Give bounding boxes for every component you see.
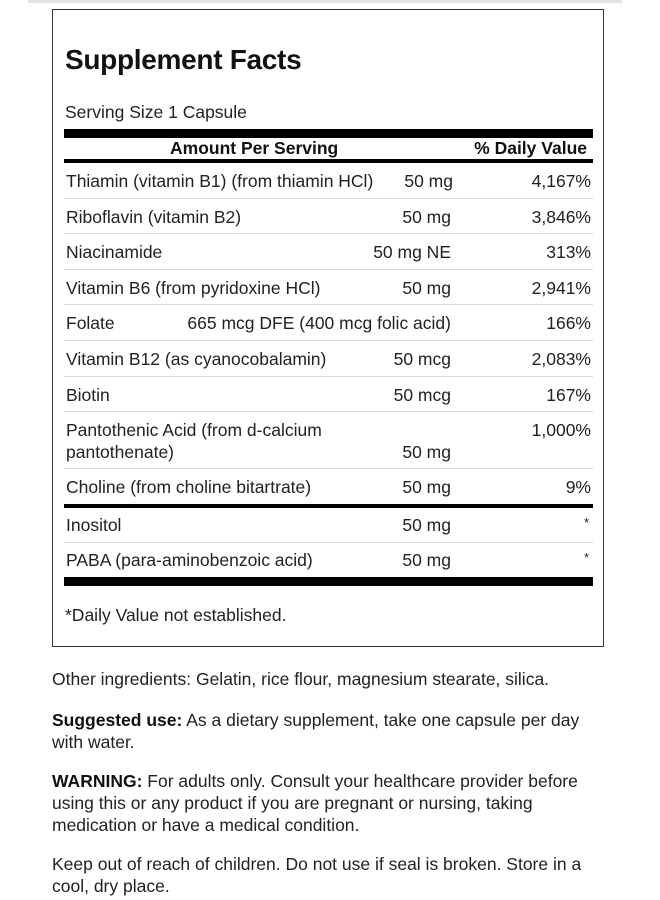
nutrient-amount: 50 mg (402, 550, 451, 570)
divider-thick (64, 577, 593, 586)
nutrient-row (64, 341, 593, 377)
nutrient-name: Biotin (66, 385, 110, 405)
nutrient-name: Pantothenic Acid (from d-calcium (66, 420, 322, 440)
nutrient-amount: 50 mg NE (373, 242, 451, 262)
nutrient-name: PABA (para-aminobenzoic acid) (66, 550, 313, 570)
nutrient-amount: 50 mg (402, 477, 451, 497)
nutrient-dv: 4,167% (531, 171, 591, 191)
warning-label: WARNING: (52, 771, 143, 791)
suggested-use-label: Suggested use: (52, 710, 183, 730)
nutrient-row (64, 270, 593, 305)
nutrient-name: Vitamin B12 (as cyanocobalamin) (66, 349, 327, 369)
nutrient-row (64, 234, 593, 270)
nutrient-row (64, 543, 593, 578)
nutrient-row (64, 508, 593, 543)
nutrient-name: Thiamin (vitamin B1) (from thiamin HCl) (66, 171, 374, 191)
serving-size: Serving Size 1 Capsule (65, 102, 247, 122)
nutrient-dv: 167% (546, 385, 591, 405)
nutrient-list-no-dv (64, 508, 593, 578)
nutrient-name: Inositol (66, 515, 122, 535)
nutrient-amount: 50 mg (402, 515, 451, 535)
nutrient-row (64, 199, 593, 234)
header-amount: Amount Per Serving (170, 138, 339, 158)
nutrient-dv: 2,941% (531, 278, 591, 298)
nutrient-name: Niacinamide (66, 242, 163, 262)
nutrient-amount: 50 mcg (393, 349, 451, 369)
warning-text: For adults only. Consult your healthcare provider before using this or any product if you are pregnant or nursing, taking medication or have a medical condition. (52, 771, 578, 835)
nutrient-row (64, 305, 593, 341)
nutrient-dv: * (583, 550, 589, 565)
panel-title: Supplement Facts (65, 44, 302, 75)
nutrient-amount: 50 mcg (393, 385, 451, 405)
nutrient-dv: 313% (546, 242, 591, 262)
top-divider (28, 0, 622, 3)
nutrient-name: Vitamin B6 (from pyridoxine HCl) (66, 278, 321, 298)
nutrient-name-line2: pantothenate) (66, 442, 175, 462)
other-ingredients: Other ingredients: Gelatin, rice flour, magnesium stearate, silica. (52, 669, 550, 689)
nutrient-amount: 50 mg (402, 278, 451, 298)
nutrient-row (64, 163, 593, 199)
nutrient-row (64, 469, 593, 504)
nutrient-dv: 3,846% (531, 207, 591, 227)
nutrient-dv: * (583, 515, 589, 530)
nutrient-amount: 50 mg (402, 207, 451, 227)
nutrient-dv: 2,083% (531, 349, 591, 369)
nutrient-name: Riboflavin (vitamin B2) (66, 207, 242, 227)
divider-thick (64, 129, 593, 138)
supplement-facts-panel (52, 9, 604, 647)
nutrient-amount: 50 mg (404, 171, 453, 191)
nutrient-amount: 50 mg (402, 442, 451, 462)
nutrient-dv: 9% (565, 477, 591, 497)
nutrient-row (64, 377, 593, 412)
nutrient-row (64, 412, 593, 469)
warning (52, 770, 612, 836)
suggested-use (52, 709, 612, 753)
suggested-use-text: As a dietary supplement, take one capsule per day with water. (52, 710, 580, 752)
footnote: *Daily Value not established. (65, 605, 287, 625)
nutrient-list (64, 163, 593, 504)
nutrient-dv: 1,000% (531, 420, 591, 440)
nutrient-dv: 166% (546, 313, 591, 333)
nutrient-amount: 665 mcg DFE (400 mcg folic acid) (187, 313, 451, 333)
nutrient-name: Folate (66, 313, 115, 333)
header-daily-value: % Daily Value (474, 138, 587, 158)
nutrient-name: Choline (from choline bitartrate) (66, 477, 312, 497)
storage-note: Keep out of reach of children. Do not use if seal is broken. Store in a cool, dry place. (52, 854, 582, 896)
